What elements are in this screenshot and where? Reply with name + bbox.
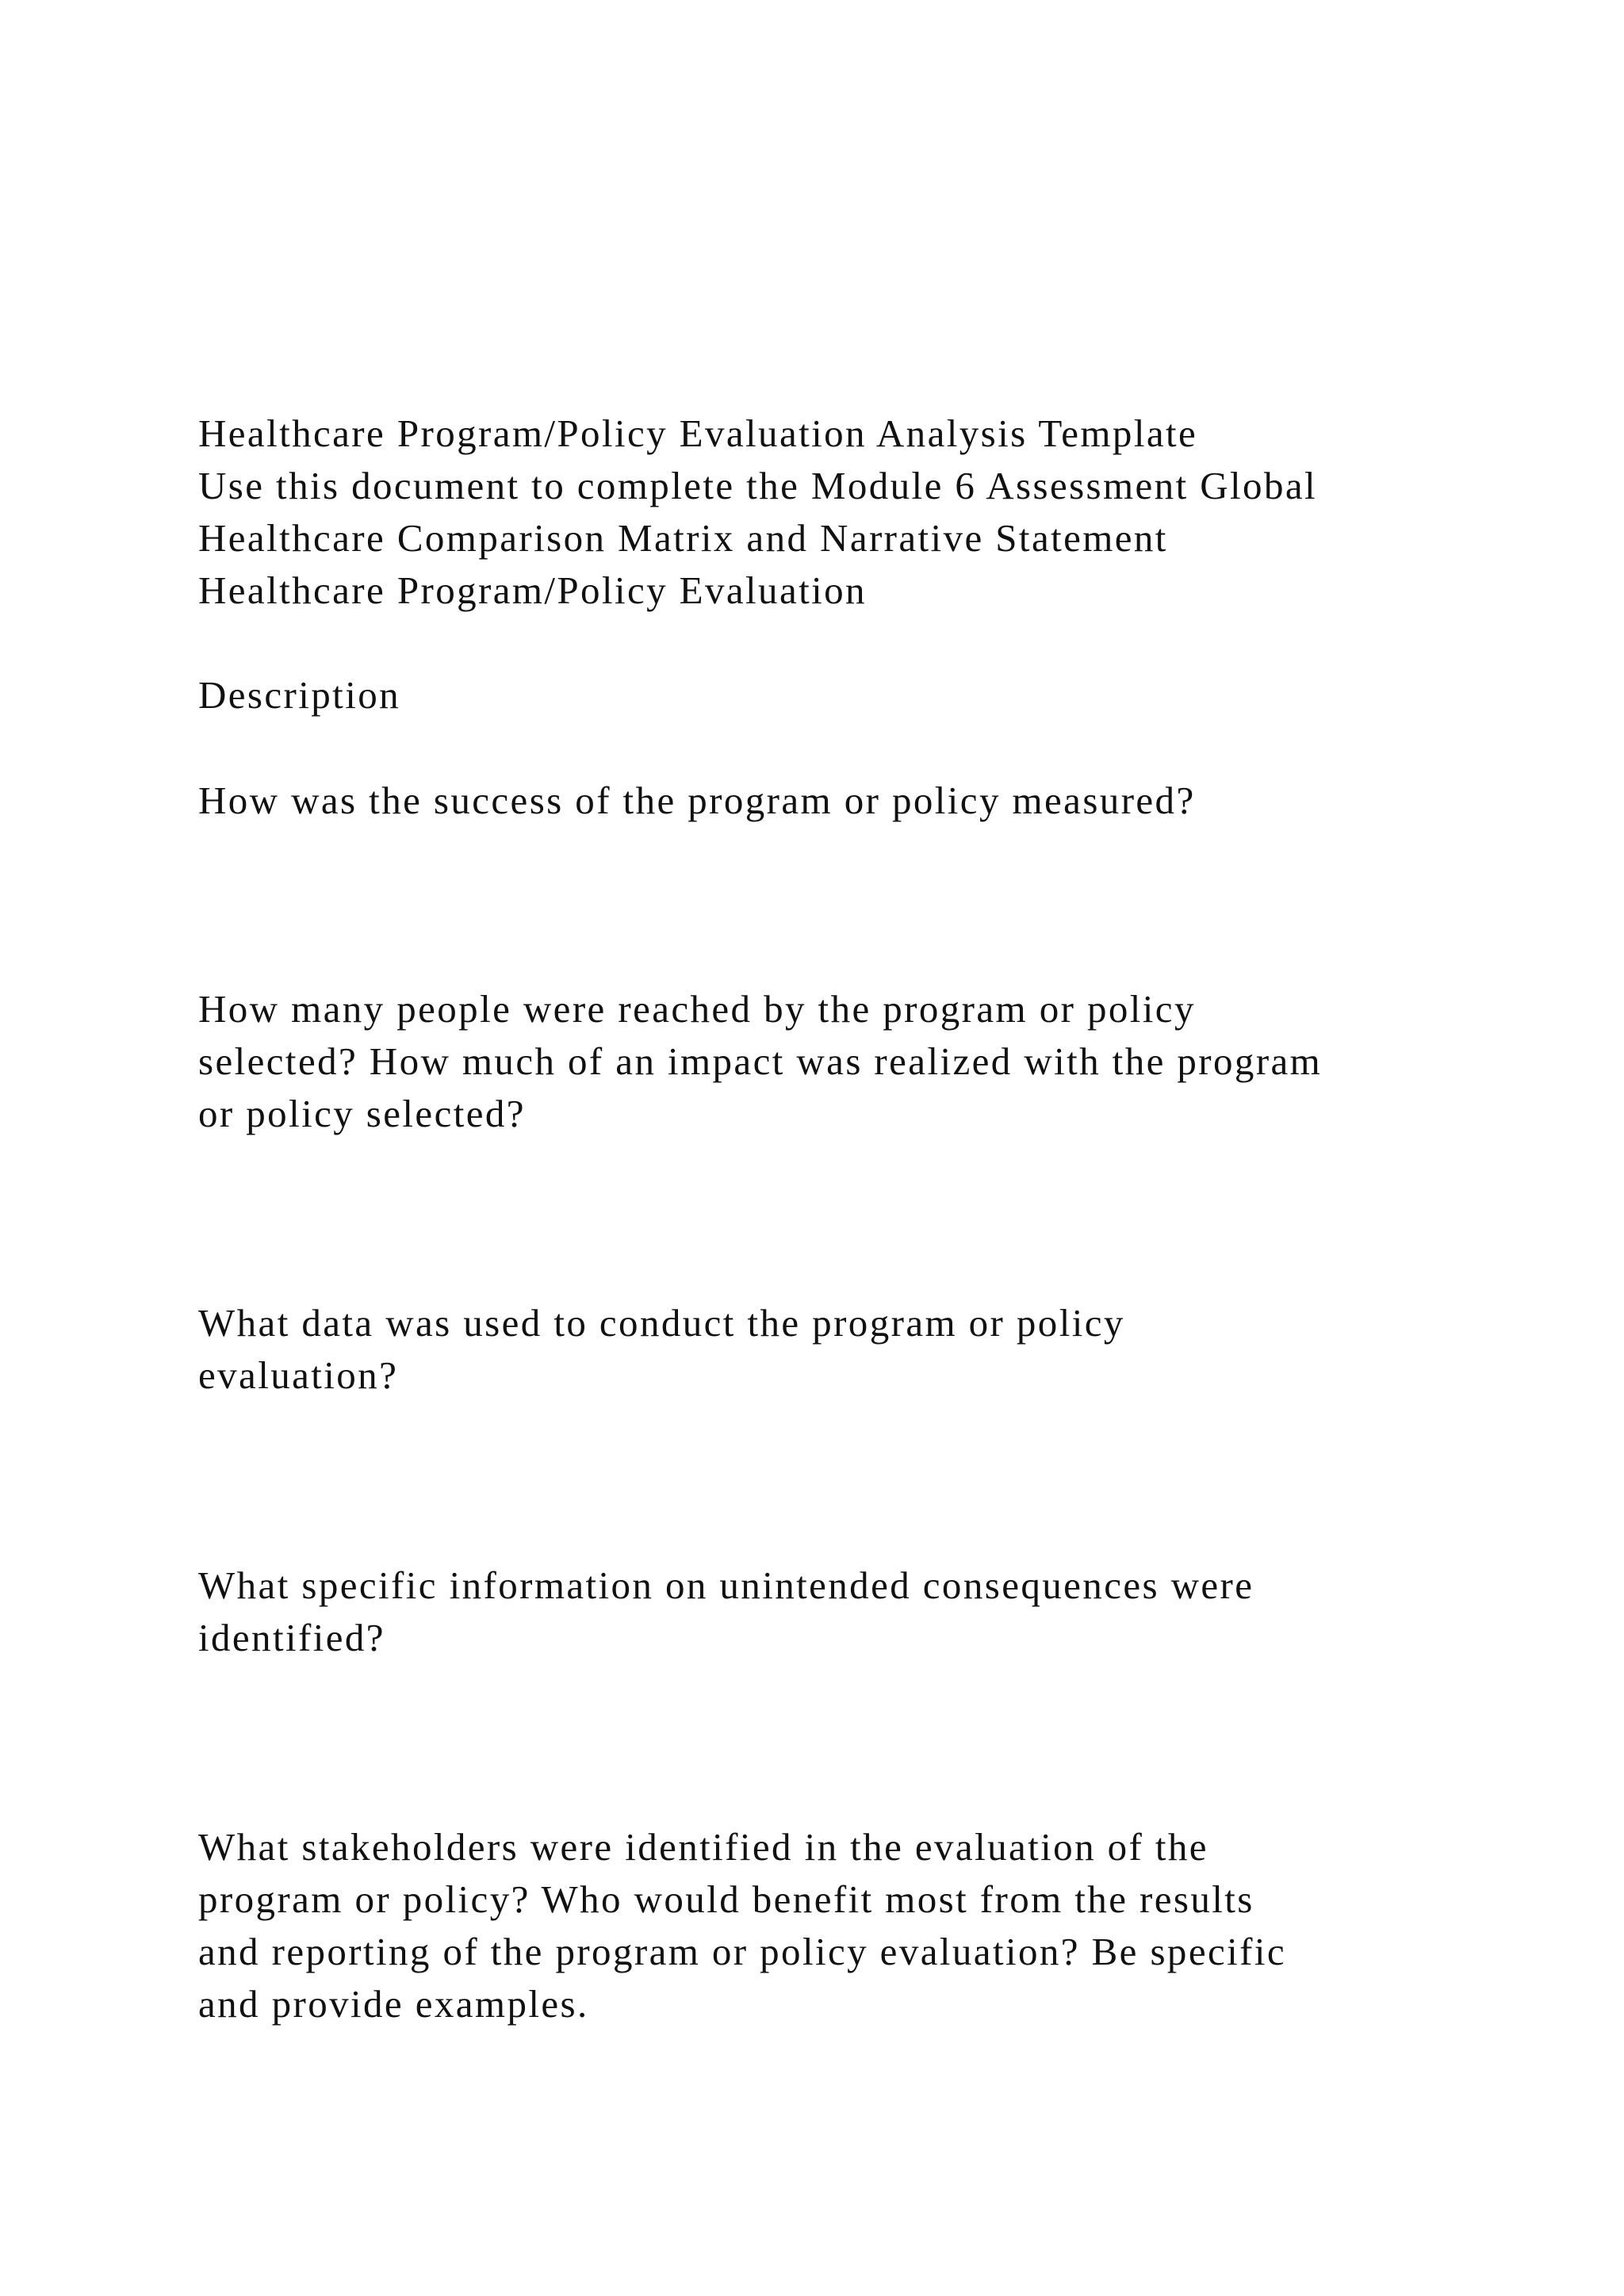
question-2-line-1: How many people were reached by the program or policy (198, 987, 1196, 1031)
section-heading: Healthcare Program/Policy Evaluation (198, 568, 867, 612)
question-3-line-2: evaluation? (198, 1353, 399, 1397)
question-2-line-3: or policy selected? (198, 1092, 526, 1135)
intro-line-2: Healthcare Comparison Matrix and Narrative Statement (198, 516, 1168, 560)
question-5-line-1: What stakeholders were identified in the evaluation of the (198, 1825, 1208, 1869)
question-5-line-3: and reporting of the program or policy evaluation? Be specific (198, 1930, 1287, 1973)
question-3-line-1: What data was used to conduct the program or policy (198, 1301, 1125, 1345)
question-5-line-2: program or policy? Who would benefit most from the results (198, 1877, 1254, 1921)
description-label: Description (198, 673, 401, 717)
intro-line-1: Use this document to complete the Module 6 Assessment Global (198, 464, 1318, 507)
question-2-line-2: selected? How much of an impact was realized with the program (198, 1039, 1323, 1083)
document-title: Healthcare Program/Policy Evaluation Analysis Template (198, 411, 1198, 455)
question-4-line-1: What specific information on unintended consequences were (198, 1563, 1254, 1607)
question-4-line-2: identified? (198, 1616, 385, 1659)
question-1-line-1: How was the success of the program or policy measured? (198, 779, 1196, 822)
question-5-line-4: and provide examples. (198, 1982, 589, 2026)
